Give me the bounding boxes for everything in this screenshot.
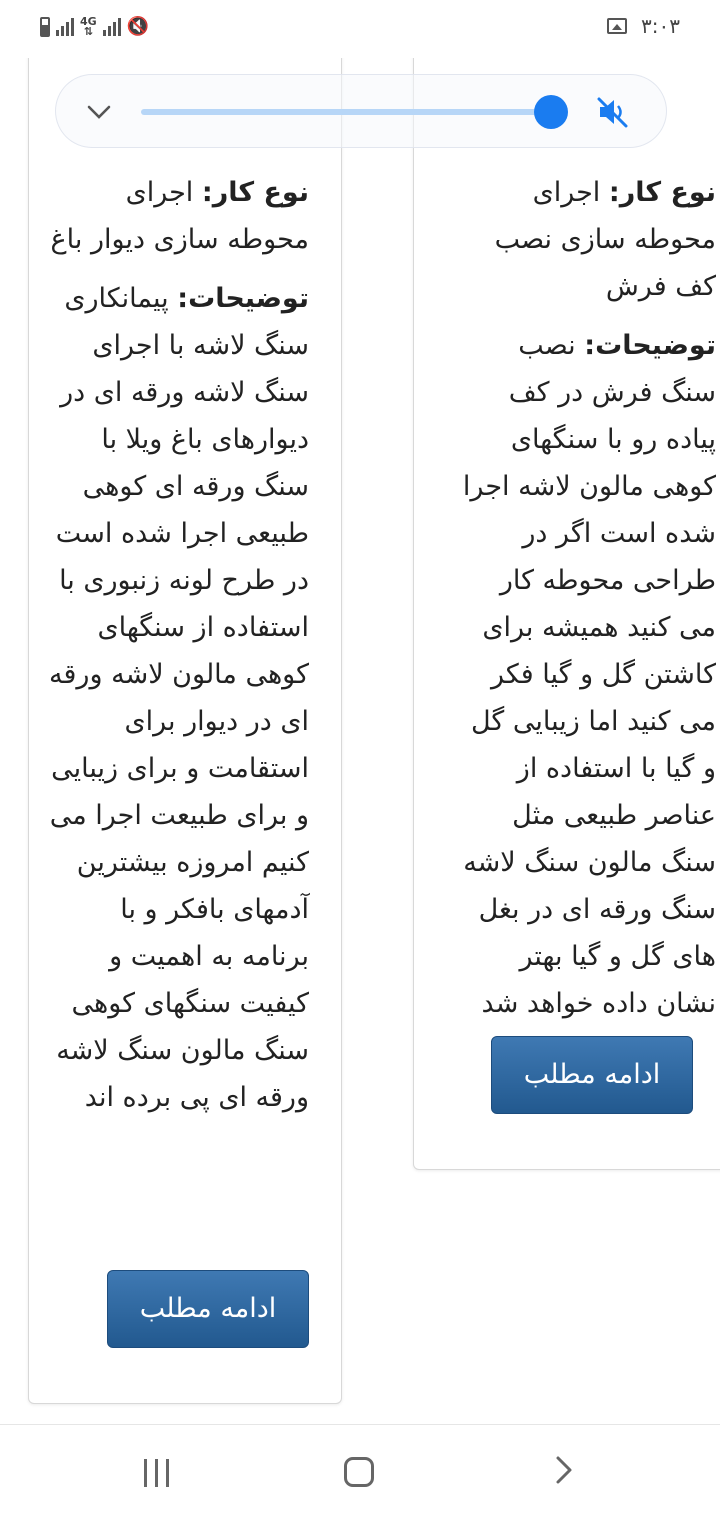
signal-icon	[103, 18, 121, 36]
description-text: نصب سنگ فرش در کف پیاده رو با سنگهای کوهی مالون لاشه اجرا شده است اگر در طراحی محوطه کار می کنید همیشه برای کاشتن گل و گیا فکر می کنید اما زیبایی گل و گیا با استفاده از عناصر طبیعی مثل سنگ مالون سنگ لاشه سنگ ورقه ای در بغل های گل و گیا بهتر نشان داده خواهد شد	[462, 330, 716, 1019]
work-type-label: نوع کار:	[201, 177, 309, 208]
home-icon[interactable]	[344, 1457, 374, 1487]
volume-slider-thumb[interactable]	[534, 95, 568, 129]
description-text: پیمانکاری سنگ لاشه با اجرای سنگ لاشه ورقه ای در دیوارهای باغ ویلا با سنگ ورقه ای کوهی طبیعی اجرا شده است در طرح لونه زنبوری با استفاده از سنگهای کوهی مالون لاشه ورقه ای در دیوار برای استقامت و برای زیبایی و برای طبیعت اجرا می کنیم امروزه بیشترین آدمهای بافکر و با برنامه به اهمیت و کیفیت سنگهای کوهی سنگ مالون سنگ لاشه ورقه ای پی برده اند	[49, 283, 309, 1113]
muted-speaker-icon[interactable]	[596, 95, 630, 129]
volume-slider[interactable]	[141, 109, 551, 115]
description-label: توضیحات:	[177, 283, 309, 314]
description	[49, 275, 309, 1121]
status-bar	[0, 0, 720, 58]
read-more-button[interactable]: ادامه مطلب	[491, 1036, 693, 1114]
work-type-label: نوع کار:	[608, 177, 716, 208]
chevron-down-icon[interactable]	[82, 95, 116, 129]
4g-data-icon: 4G ⇅	[80, 14, 97, 38]
project-card-right	[413, 40, 720, 1170]
work-type	[456, 169, 716, 310]
card-content	[456, 169, 716, 1027]
recent-apps-icon[interactable]	[144, 1459, 169, 1487]
description	[456, 322, 716, 1027]
back-icon[interactable]	[548, 1455, 578, 1485]
battery-icon	[40, 17, 50, 37]
project-card-left	[28, 40, 342, 1404]
work-type-value: اجرای محوطه سازی دیوار باغ	[50, 177, 309, 255]
mute-icon: 🔇	[126, 16, 150, 37]
work-type-value: اجرای محوطه سازی نصب کف فرش	[494, 177, 716, 302]
card-content	[49, 169, 309, 1121]
status-icons-left	[40, 16, 149, 37]
navigation-bar	[0, 1424, 720, 1521]
work-type	[49, 169, 309, 263]
volume-panel	[55, 74, 667, 148]
signal-icon	[56, 18, 74, 36]
image-notification-icon	[607, 18, 627, 34]
read-more-button[interactable]: ادامه مطلب	[107, 1270, 309, 1348]
description-label: توضیحات:	[584, 330, 716, 361]
status-icons-right	[607, 14, 680, 38]
status-time: ۳:۰۳	[641, 14, 680, 38]
